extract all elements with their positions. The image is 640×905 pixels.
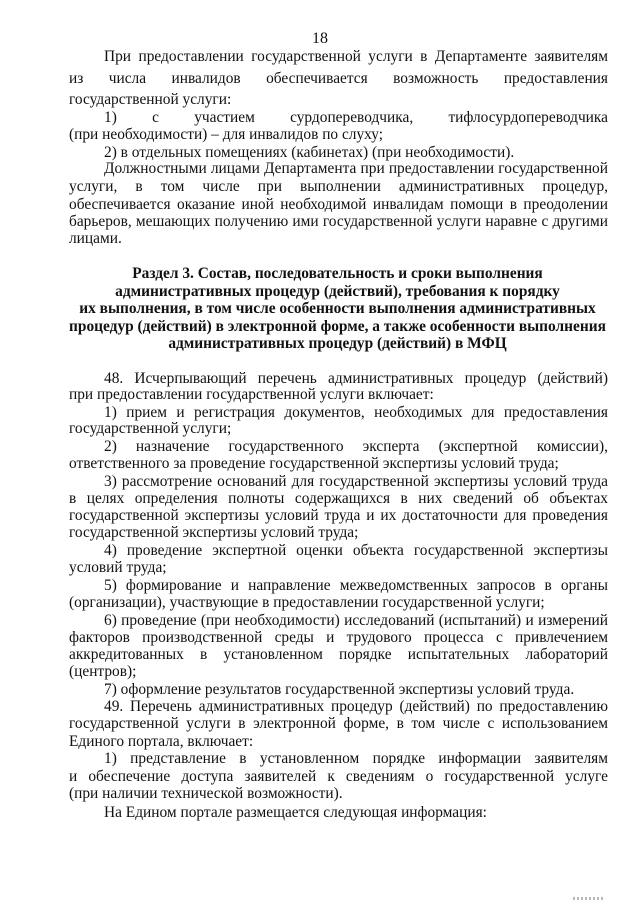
text-line: государственной экспертизы условий труда;	[69, 524, 359, 541]
text-line: При предоставлении государственной услуги в Департаменте заявителям	[104, 48, 608, 65]
text-line: 3) рассмотрение оснований для государственной экспертизы условий труда	[104, 473, 608, 490]
text-line: (центров);	[69, 663, 137, 680]
text-line: государственной услуги;	[69, 420, 232, 437]
section-heading-line: административных процедур (действий) в МФЦ	[168, 335, 507, 352]
text-line: барьеров, мешающих получению ими государственной услуги наравне с другими	[69, 213, 608, 230]
section-heading-line: их выполнения, в том числе особенности выполнения административных	[79, 300, 596, 317]
text-line: государственной услуги в электронной форме, в том числе с использованием	[69, 715, 608, 732]
text-line: государственной услуги:	[69, 91, 232, 108]
text-line: при предоставлении государственной услуги включает:	[69, 386, 434, 403]
text-line: На Едином портале размещается следующая информация:	[104, 804, 487, 821]
text-line: и обеспечение доступа заявителей к сведениям о государственной услуге	[69, 768, 608, 785]
section-heading-line: административных процедур (действий), требования к порядку	[115, 283, 560, 300]
text-line: 7) оформление результатов государственной экспертизы условий труда.	[104, 681, 575, 698]
text-line: 49. Перечень административных процедур (действий) по предоставлению	[104, 698, 608, 715]
text-line: (организации), участвующие в предоставлении государственной услуги;	[69, 594, 545, 611]
text-line: лицами.	[69, 230, 122, 247]
text-line: условий труда;	[69, 559, 167, 576]
text-line: обеспечивается оказание иной необходимой инвалидам помощи в преодолении	[69, 196, 608, 213]
text-line: из числа инвалидов обеспечивается возможность предоставления	[69, 70, 608, 87]
text-line: (при необходимости) – для инвалидов по слуху;	[69, 126, 384, 143]
text-line: 1) с участием сурдопереводчика, тифлосурдопереводчика	[104, 109, 608, 126]
text-line: в целях определения полноты содержащихся в них сведений об объектах	[69, 490, 608, 507]
section-heading-line: процедур (действий) в электронной форме, а также особенности выполнения	[69, 318, 606, 335]
text-line: (при наличии технической возможности).	[69, 785, 343, 802]
scan-artifact	[573, 897, 603, 900]
text-line: 48. Исчерпывающий перечень административных процедур (действий)	[104, 370, 608, 387]
text-line: 2) назначение государственного эксперта (экспертной комиссии),	[104, 438, 608, 455]
text-line: 1) прием и регистрация документов, необходимых для предоставления	[104, 404, 608, 421]
text-line: 4) проведение экспертной оценки объекта государственной экспертизы	[104, 542, 608, 559]
text-line: государственной экспертизы условий труда и их достаточности для проведения	[69, 507, 608, 524]
text-line: 6) проведение (при необходимости) исследований (испытаний) и измерений	[104, 612, 608, 629]
text-line: Единого портала, включает:	[69, 733, 254, 750]
section-heading-line: Раздел 3. Состав, последовательность и сроки выполнения	[132, 265, 543, 282]
text-line: 2) в отдельных помещениях (кабинетах) (при необходимости).	[104, 144, 515, 161]
text-line: факторов производственной среды и трудового процесса с привлечением	[69, 629, 608, 646]
text-line: услуги, в том числе при выполнении административных процедур,	[69, 178, 608, 195]
text-line: 1) представление в установленном порядке информации заявителям	[104, 750, 608, 767]
text-line: аккредитованных в установленном порядке испытательных лабораторий	[69, 646, 608, 663]
text-line: 5) формирование и направление межведомственных запросов в органы	[104, 577, 608, 594]
text-line: ответственного за проведение государственной экспертизы условий труда;	[69, 455, 559, 472]
page-number: 18	[312, 30, 328, 47]
text-line: Должностными лицами Департамента при предоставлении государственной	[104, 160, 608, 177]
